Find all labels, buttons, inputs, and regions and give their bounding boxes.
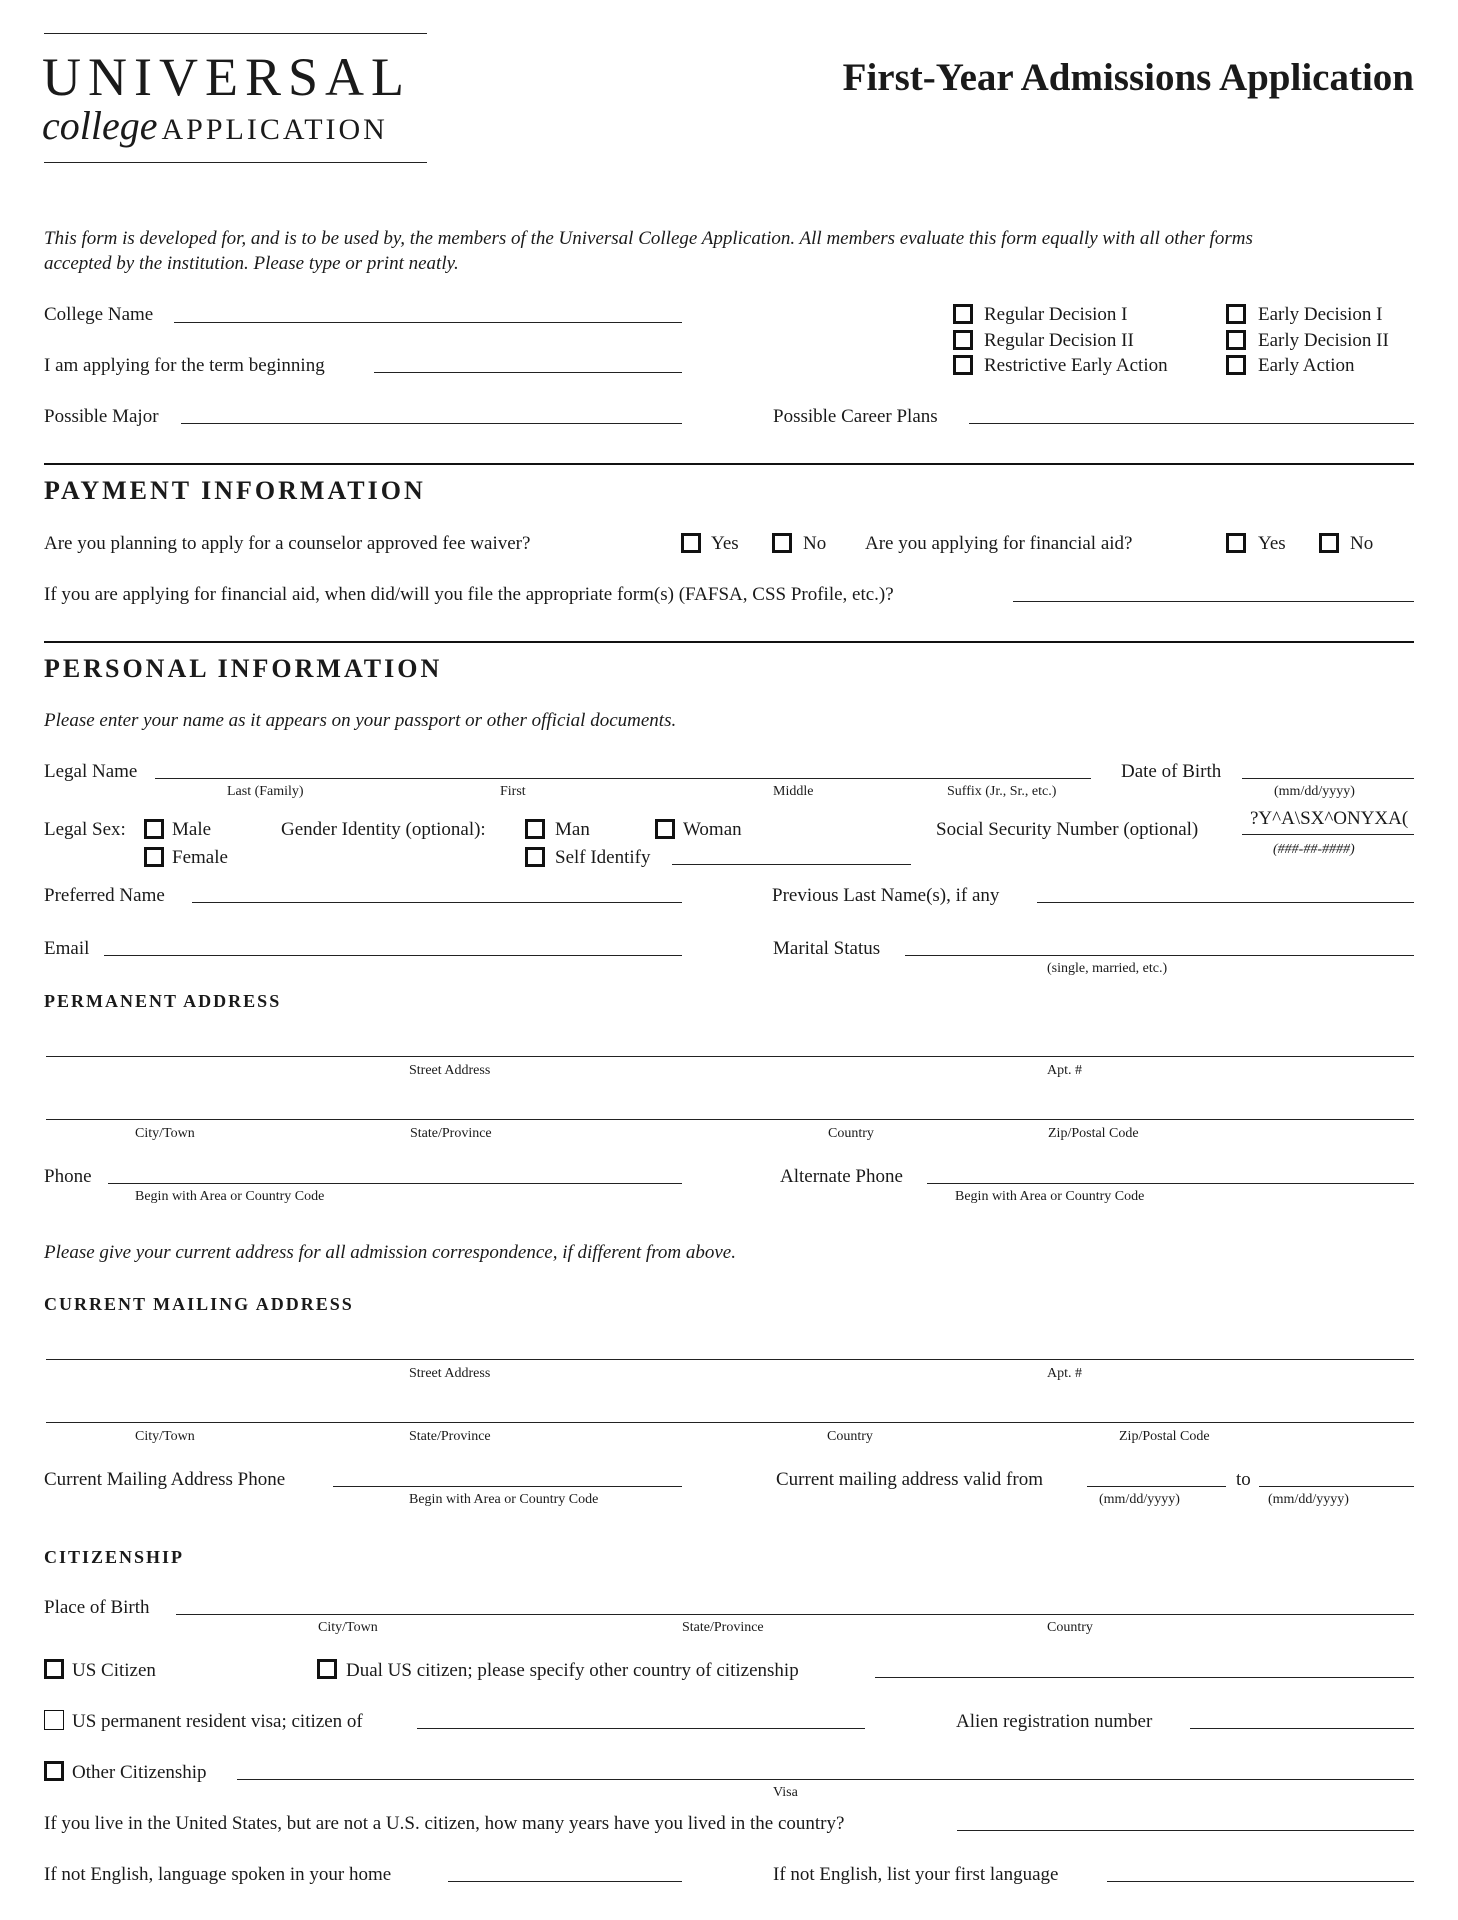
- alternate-phone-hint: Begin with Area or Country Code: [955, 1189, 1145, 1204]
- valid-to-field[interactable]: [1259, 1486, 1414, 1487]
- early-decision-2-checkbox[interactable]: [1226, 330, 1246, 350]
- legal-sex-label: Legal Sex:: [44, 819, 126, 840]
- visa-caption: Visa: [773, 1785, 798, 1800]
- permanent-address-heading: PERMANENT ADDRESS: [44, 991, 282, 1011]
- term-field[interactable]: [374, 372, 682, 373]
- dob-field[interactable]: [1242, 778, 1414, 779]
- current-city-caption: City/Town: [135, 1429, 195, 1444]
- home-language-label: If not English, language spoken in your home: [44, 1864, 392, 1885]
- fee-waiver-no-checkbox[interactable]: [772, 533, 792, 553]
- personal-note: Please enter your name as it appears on your passport or other official documents.: [44, 710, 677, 731]
- dual-citizen-checkbox[interactable]: [317, 1659, 337, 1679]
- birth-state-caption: State/Province: [682, 1620, 764, 1635]
- fee-waiver-yes-checkbox[interactable]: [681, 533, 701, 553]
- early-decision-1-label: Early Decision I: [1258, 304, 1383, 325]
- other-citizenship-label: Other Citizenship: [72, 1762, 207, 1783]
- alien-registration-field[interactable]: [1190, 1728, 1414, 1729]
- male-checkbox[interactable]: [144, 819, 164, 839]
- place-of-birth-label: Place of Birth: [44, 1597, 150, 1618]
- us-citizen-label: US Citizen: [72, 1660, 156, 1681]
- man-checkbox[interactable]: [525, 819, 545, 839]
- early-action-checkbox[interactable]: [1226, 355, 1246, 375]
- aid-filing-question: If you are applying for financial aid, when did/will you file the appropriate form(s) (FAFSA, CSS Profile, etc.)?: [44, 584, 894, 605]
- restrictive-early-action-checkbox[interactable]: [953, 355, 973, 375]
- name-suffix-caption: Suffix (Jr., Sr., etc.): [947, 784, 1057, 799]
- gender-identity-label: Gender Identity (optional):: [281, 819, 486, 840]
- financial-aid-yes-label: Yes: [1258, 533, 1286, 554]
- early-decision-2-label: Early Decision II: [1258, 330, 1389, 351]
- regular-decision-2-label: Regular Decision II: [984, 330, 1134, 351]
- permanent-city-caption: City/Town: [135, 1126, 195, 1141]
- logo-subline: [42, 102, 388, 149]
- permanent-zip-caption: Zip/Postal Code: [1048, 1126, 1139, 1141]
- valid-to-format: (mm/dd/yyyy): [1268, 1492, 1349, 1507]
- legal-name-label: Legal Name: [44, 761, 138, 782]
- permanent-apt-caption: Apt. #: [1047, 1063, 1082, 1078]
- alternate-phone-field[interactable]: [927, 1183, 1414, 1184]
- page-title: First-Year Admissions Application: [842, 56, 1414, 99]
- current-apt-caption: Apt. #: [1047, 1366, 1082, 1381]
- birth-city-caption: City/Town: [318, 1620, 378, 1635]
- other-citizenship-field[interactable]: [237, 1779, 1414, 1780]
- preferred-name-field[interactable]: [192, 902, 682, 903]
- valid-from-format: (mm/dd/yyyy): [1099, 1492, 1180, 1507]
- payment-heading: PAYMENT INFORMATION: [44, 476, 426, 505]
- name-first-caption: First: [500, 784, 526, 799]
- home-language-field[interactable]: [448, 1881, 682, 1882]
- ssn-field[interactable]: [1242, 834, 1414, 835]
- current-country-caption: Country: [827, 1429, 873, 1444]
- marital-status-field[interactable]: [905, 955, 1414, 956]
- current-city-field[interactable]: [46, 1422, 1414, 1423]
- permanent-street-caption: Street Address: [409, 1063, 491, 1078]
- valid-to-label: to: [1236, 1469, 1251, 1490]
- permanent-city-field[interactable]: [46, 1119, 1414, 1120]
- email-field[interactable]: [104, 955, 682, 956]
- regular-decision-1-checkbox[interactable]: [953, 304, 973, 324]
- name-last-caption: Last (Family): [227, 784, 304, 799]
- logo-application: APPLICATION: [161, 113, 388, 146]
- dob-label: Date of Birth: [1121, 761, 1222, 782]
- current-phone-label: Current Mailing Address Phone: [44, 1469, 286, 1490]
- logo-bottom-rule: [44, 162, 427, 163]
- aid-filing-field[interactable]: [1013, 601, 1414, 602]
- self-identify-label: Self Identify: [555, 847, 651, 868]
- man-label: Man: [555, 819, 590, 840]
- college-name-label: College Name: [44, 304, 154, 325]
- fee-waiver-question: Are you planning to apply for a counselor approved fee waiver?: [44, 533, 531, 554]
- phone-field[interactable]: [108, 1183, 682, 1184]
- fee-waiver-no-label: No: [803, 533, 827, 554]
- female-checkbox[interactable]: [144, 847, 164, 867]
- financial-aid-no-label: No: [1350, 533, 1374, 554]
- birth-country-caption: Country: [1047, 1620, 1093, 1635]
- logo-universal: UNIVERSAL: [42, 47, 411, 107]
- current-street-field[interactable]: [46, 1359, 1414, 1360]
- dob-format-caption: (mm/dd/yyyy): [1274, 784, 1355, 799]
- regular-decision-1-label: Regular Decision I: [984, 304, 1128, 325]
- phone-hint: Begin with Area or Country Code: [135, 1189, 325, 1204]
- financial-aid-question: Are you applying for financial aid?: [865, 533, 1133, 554]
- major-label: Possible Major: [44, 406, 159, 427]
- financial-aid-yes-checkbox[interactable]: [1226, 533, 1246, 553]
- woman-label: Woman: [683, 819, 742, 840]
- dual-citizen-country-field[interactable]: [875, 1677, 1414, 1678]
- permanent-street-field[interactable]: [46, 1056, 1414, 1057]
- early-action-label: Early Action: [1258, 355, 1355, 376]
- logo-top-rule: [44, 33, 427, 34]
- valid-from-label: Current mailing address valid from: [776, 1469, 1043, 1490]
- self-identify-checkbox[interactable]: [525, 847, 545, 867]
- years-in-us-field[interactable]: [957, 1830, 1414, 1831]
- name-middle-caption: Middle: [773, 784, 814, 799]
- personal-heading: PERSONAL INFORMATION: [44, 654, 443, 683]
- current-phone-hint: Begin with Area or Country Code: [409, 1492, 599, 1507]
- logo-college: college: [42, 103, 158, 148]
- citizenship-heading: CITIZENSHIP: [44, 1547, 185, 1567]
- us-citizen-checkbox[interactable]: [44, 1659, 64, 1679]
- dual-citizen-label: Dual US citizen; please specify other country of citizenship: [346, 1660, 799, 1681]
- college-name-field[interactable]: [174, 322, 682, 323]
- early-decision-1-checkbox[interactable]: [1226, 304, 1246, 324]
- alien-registration-label: Alien registration number: [956, 1711, 1153, 1732]
- permanent-resident-label: US permanent resident visa; citizen of: [72, 1711, 363, 1732]
- years-in-us-question: If you live in the United States, but are not a U.S. citizen, how many years have you lived in the country?: [44, 1813, 845, 1834]
- ssn-label: Social Security Number (optional): [936, 819, 1199, 840]
- permanent-state-caption: State/Province: [410, 1126, 492, 1141]
- current-state-caption: State/Province: [409, 1429, 491, 1444]
- self-identify-field[interactable]: [672, 864, 911, 865]
- marital-status-hint: (single, married, etc.): [1047, 961, 1168, 976]
- woman-checkbox[interactable]: [655, 819, 675, 839]
- payment-section-rule: [44, 463, 1414, 465]
- legal-name-field[interactable]: [155, 778, 1091, 779]
- ssn-value[interactable]: ?Y^A\SX^ONYXA(: [1250, 808, 1409, 829]
- male-label: Male: [172, 819, 212, 840]
- permanent-country-caption: Country: [828, 1126, 874, 1141]
- current-address-note: Please give your current address for all admission correspondence, if different from above.: [44, 1242, 736, 1263]
- email-label: Email: [44, 938, 90, 959]
- career-field[interactable]: [969, 423, 1414, 424]
- fee-waiver-yes-label: Yes: [711, 533, 739, 554]
- current-address-heading: CURRENT MAILING ADDRESS: [44, 1294, 354, 1314]
- place-of-birth-field[interactable]: [176, 1614, 1414, 1615]
- preferred-name-label: Preferred Name: [44, 885, 165, 906]
- current-zip-caption: Zip/Postal Code: [1119, 1429, 1210, 1444]
- restrictive-early-action-label: Restrictive Early Action: [984, 355, 1168, 376]
- current-phone-field[interactable]: [333, 1486, 682, 1487]
- intro-line-1: This form is developed for, and is to be used by, the members of the Universal College Application. All members evaluate this form equally with all other forms: [44, 228, 1253, 249]
- career-label: Possible Career Plans: [773, 406, 938, 427]
- permanent-resident-country-field[interactable]: [417, 1728, 865, 1729]
- term-label: I am applying for the term beginning: [44, 355, 325, 376]
- current-street-caption: Street Address: [409, 1366, 491, 1381]
- other-citizenship-checkbox[interactable]: [44, 1761, 64, 1781]
- financial-aid-no-checkbox[interactable]: [1319, 533, 1339, 553]
- ssn-format-caption: (###-##-####): [1273, 842, 1355, 857]
- phone-label: Phone: [44, 1166, 92, 1187]
- first-language-field[interactable]: [1107, 1881, 1414, 1882]
- intro-line-2: accepted by the institution. Please type or print neatly.: [44, 253, 459, 274]
- previous-last-name-label: Previous Last Name(s), if any: [772, 885, 1000, 906]
- female-label: Female: [172, 847, 228, 868]
- personal-section-rule: [44, 641, 1414, 643]
- marital-status-label: Marital Status: [773, 938, 881, 959]
- first-language-label: If not English, list your first language: [773, 1864, 1059, 1885]
- major-field[interactable]: [181, 423, 682, 424]
- previous-last-name-field[interactable]: [1037, 902, 1414, 903]
- alternate-phone-label: Alternate Phone: [780, 1166, 903, 1187]
- valid-from-field[interactable]: [1087, 1486, 1226, 1487]
- regular-decision-2-checkbox[interactable]: [953, 330, 973, 350]
- permanent-resident-checkbox[interactable]: [44, 1710, 64, 1730]
